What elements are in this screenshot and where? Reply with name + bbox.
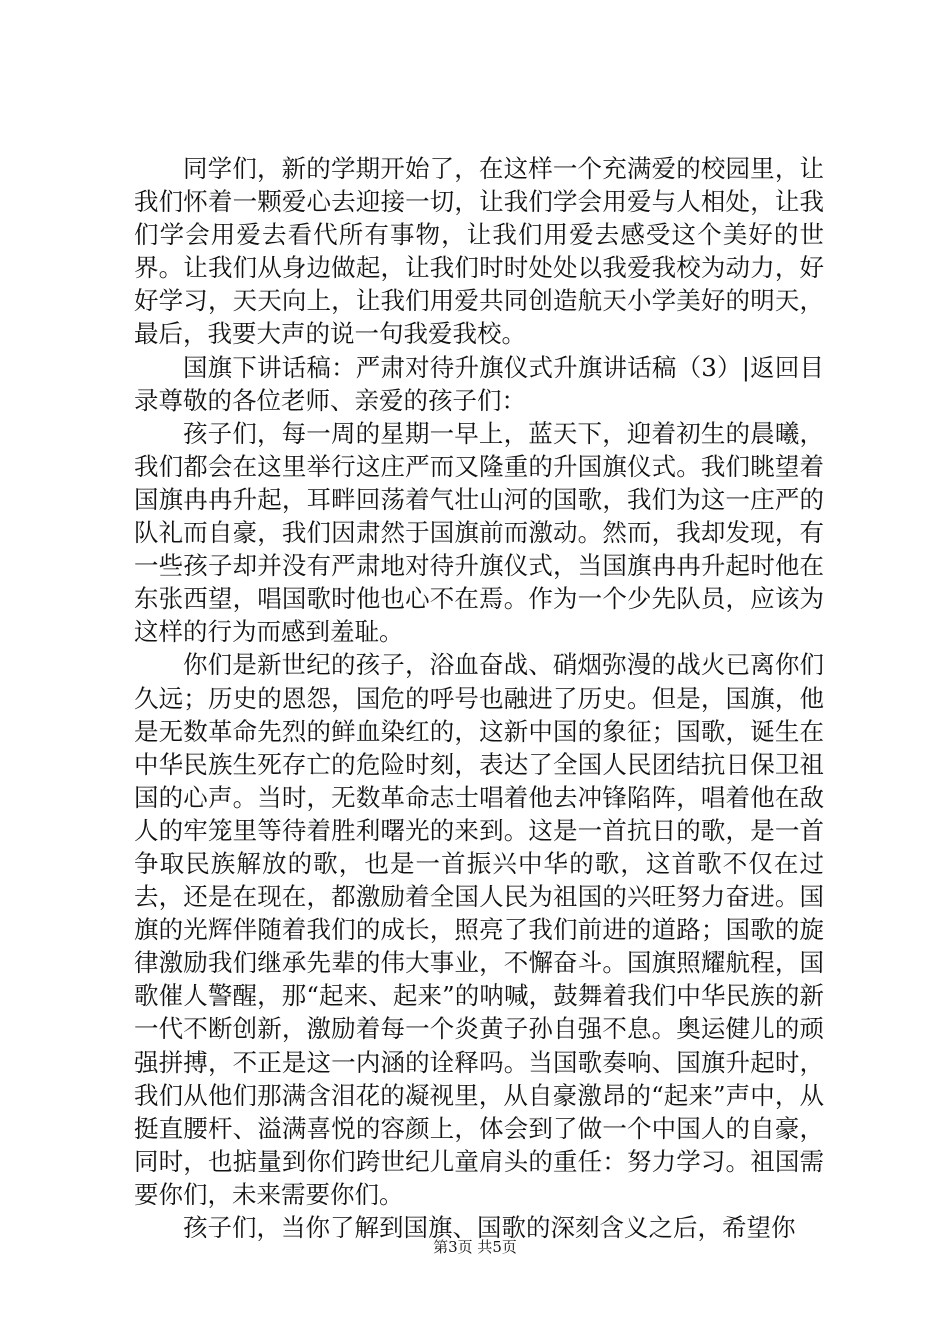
paragraph-continuation: 孩子们，当你了解到国旗、国歌的深刻含义之后，希望你 (183, 1213, 796, 1242)
page-footer: 第3页 共5页 (433, 1238, 517, 1256)
paragraph-flag-ceremony: 孩子们，每一周的星期一早上，蓝天下，迎着初生的晨曦，我们都会在这里举行这庄严而又隆重的升国旗仪式。我们眺望着国旗冉冉升起，耳畔回荡着气壮山河的国歌，我们为这一庄严的队礼而自豪，我们因肃然于国旗前而激动。然而，我却发现，有一些孩子却并没有严肃地对待升旗仪式，当国旗冉冉升起时他在东张西望，唱国歌时他也心不在焉。作为一个少先队员，应该为这样的行为而感到羞耻。 (134, 418, 824, 647)
paragraph-flag-anthem-meaning: 你们是新世纪的孩子，浴血奋战、硝烟弥漫的战火已离你们久远；历史的恩怨，国危的呼号也融进了历史。但是，国旗，他是无数革命先烈的鲜血染红的，这新中国的象征；国歌，诞生在中华民族生死存亡的危险时刻，表达了全国人民团结抗日保卫祖国的心声。当时，无数革命志士唱着他去冲锋陷阵，唱着他在敌人的牢笼里等待着胜利曙光的来到。这是一首抗日的歌，是一首争取民族解放的歌，也是一首振兴中华的歌，这首歌不仅在过去，还是在现在，都激励着全国人民为祖国的兴旺努力奋进。国旗的光辉伴随着我们的成长，照亮了我们前进的道路；国歌的旋律激励我们继承先辈的伟大事业，不懈奋斗。国旗照耀航程，国歌催人警醒，那“起来、起来”的呐喊，鼓舞着我们中华民族的新一代不断创新，激励着每一个炎黄子孙自强不息。奥运健儿的顽强拼搏，不正是这一内涵的诠释吗。当国歌奏响、国旗升起时，我们从他们那满含泪花的凝视里，从自豪激昂的“起来”声中，从挺直腰杆、溢满喜悦的容颜上，体会到了做一个中国人的自豪，同时，也掂量到你们跨世纪儿童肩头的重任：努力学习。祖国需要你们，未来需要你们。 (134, 650, 824, 1209)
paragraph-closing-love-school: 同学们，新的学期开始了，在这样一个充满爱的校园里，让我们怀着一颗爱心去迎接一切，让我们学会用爱与人相处，让我们学会用爱去看代所有事物，让我们用爱去感受这个美好的世界。让我们从身边做起，让我们时时处处以我爱我校为动力，好好学习，天天向上，让我们用爱共同创造航天小学美好的明天，最后，我要大声的说一句我爱我校。 (134, 154, 824, 349)
paragraph-section-heading: 国旗下讲话稿：严肃对待升旗仪式升旗讲话稿（3）|返回目录尊敬的各位老师、亲爱的孩子们： (134, 352, 824, 415)
document-body (134, 152, 824, 1244)
